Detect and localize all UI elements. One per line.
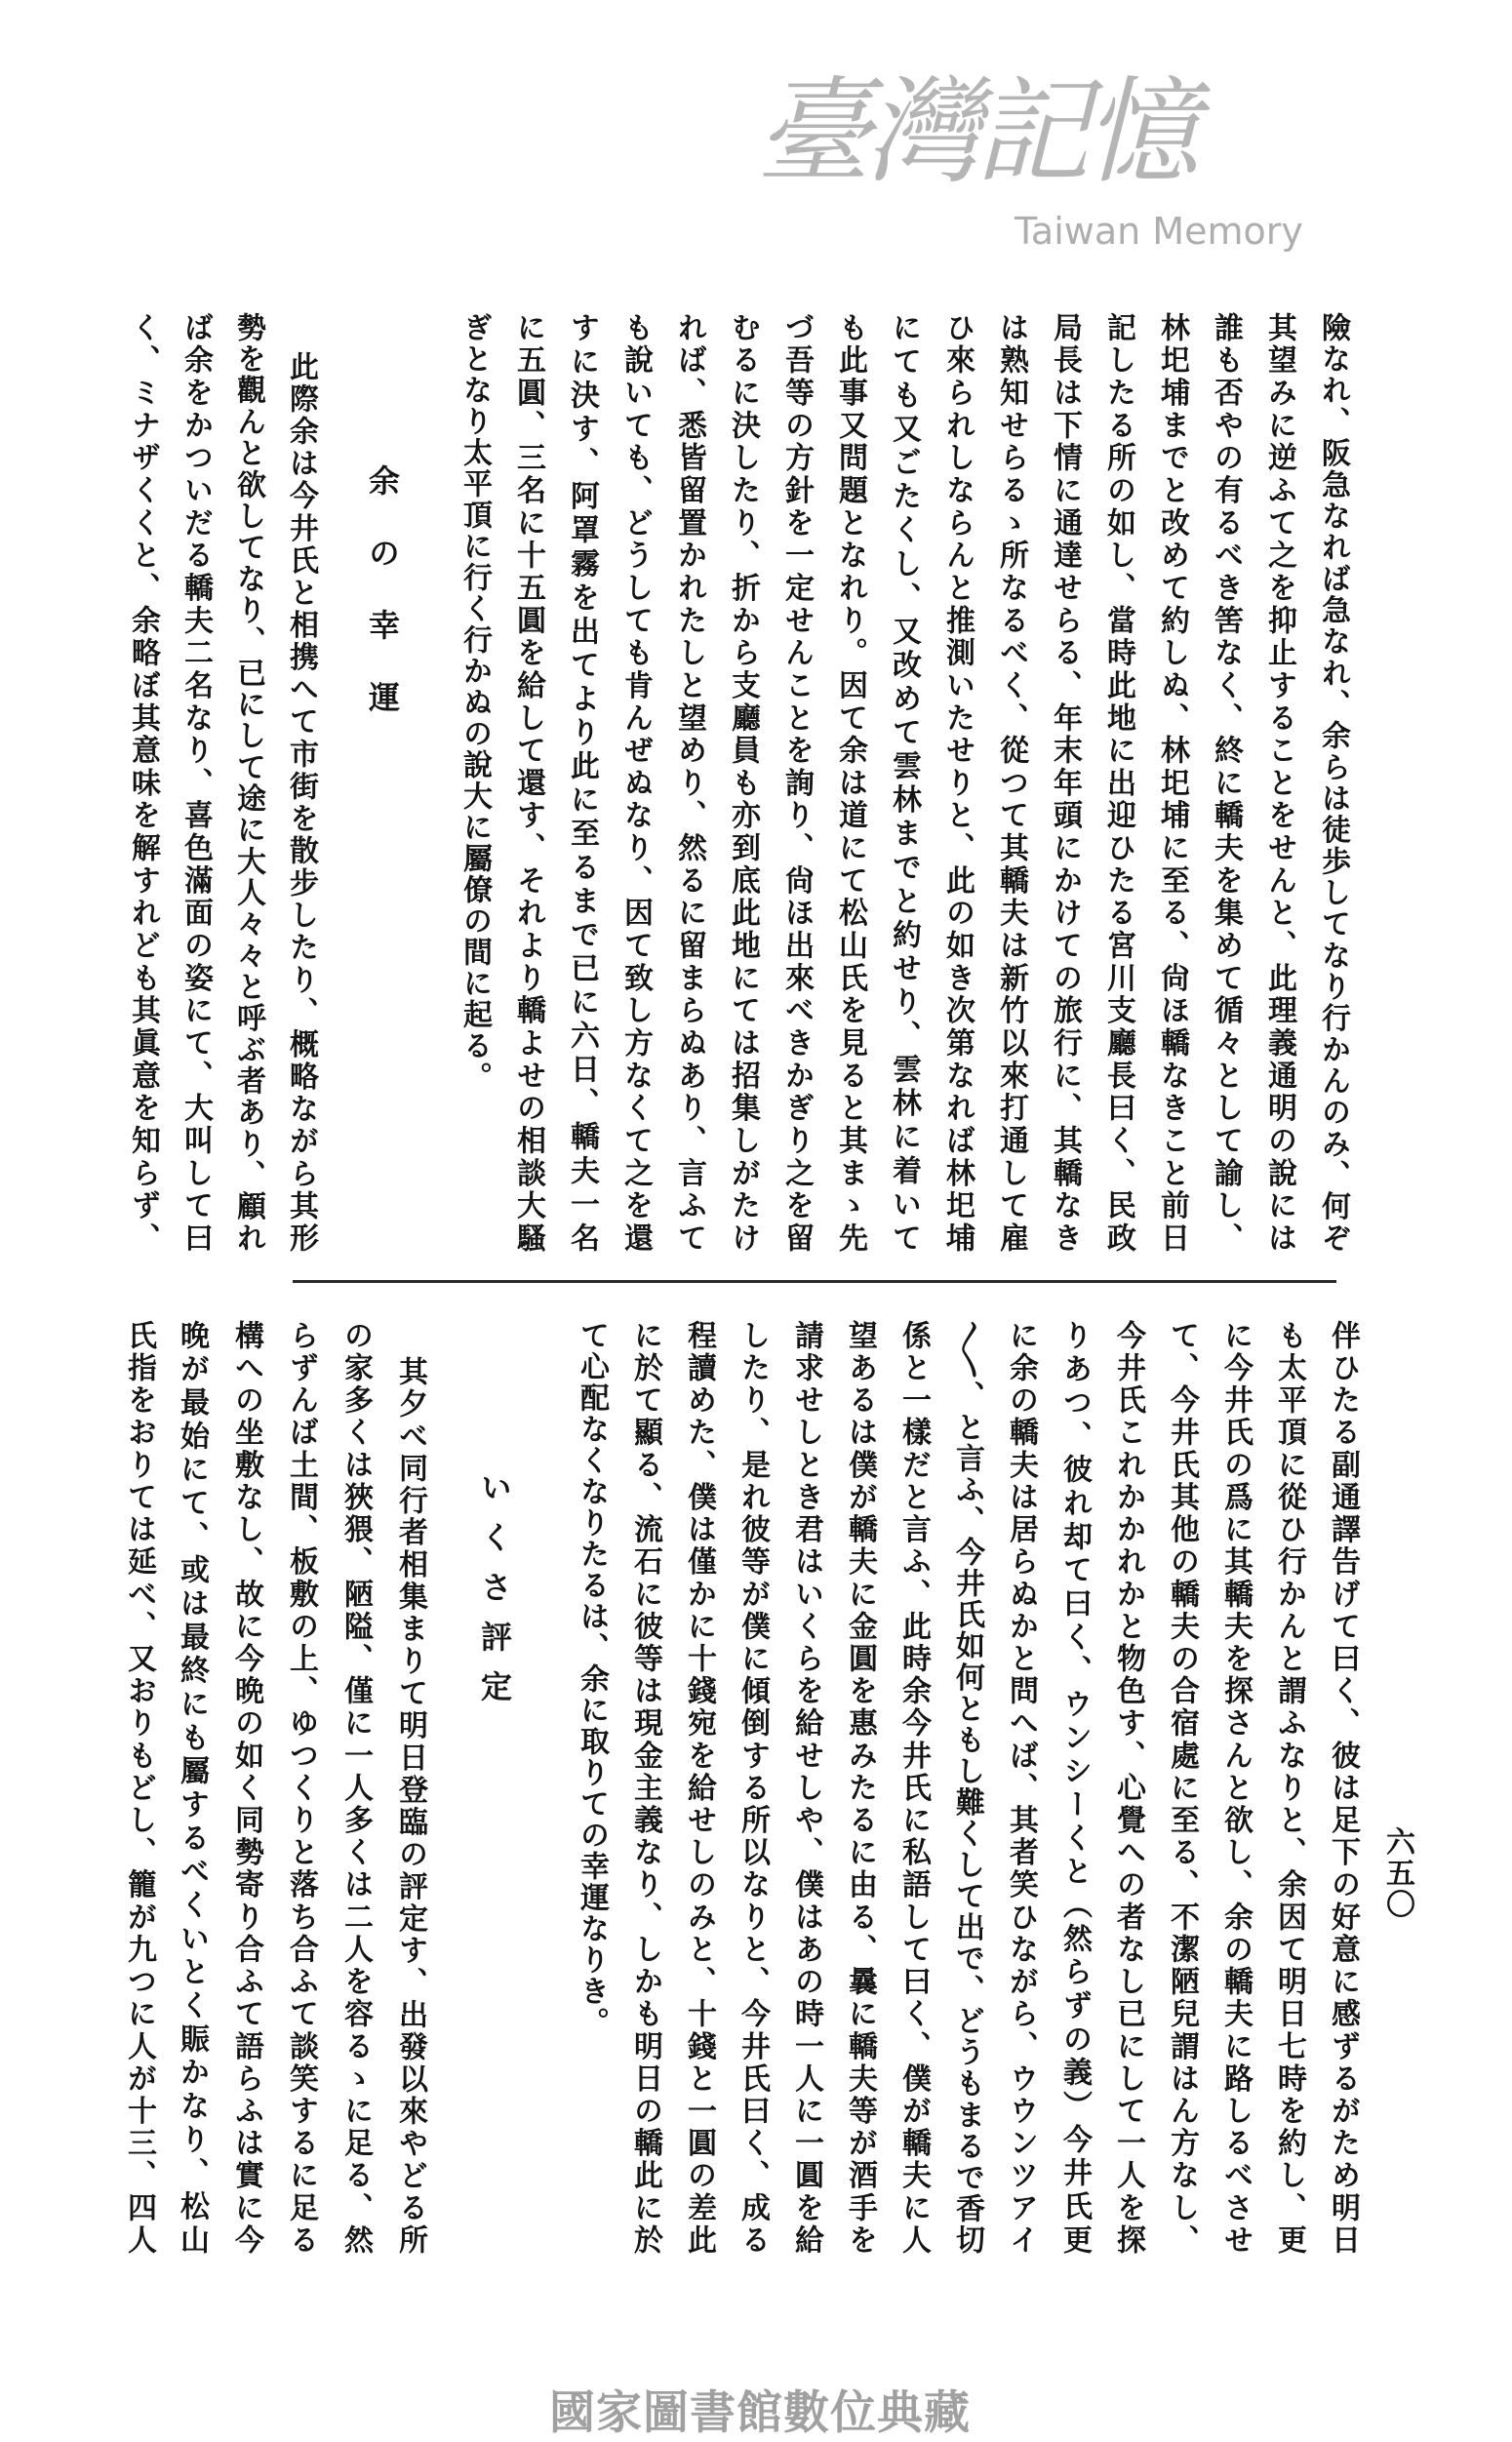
upper-text-column: 其望みに逆ふて之を抑止することをせんと、此理義通明の說には: [1262, 312, 1296, 1252]
upper-text-column: れば、悉皆留置かれたしと望めり、然るに留まらぬあり、言ふて: [672, 312, 706, 1252]
lower-text-column: 今井氏これかかれかと物色す、心覺への者なし已にして一人を探: [1111, 1320, 1145, 2254]
upper-text-column: むるに決したり、折から支廳員も亦到底此地にては招集しがたけ: [726, 312, 760, 1252]
upper-text-column: ば余をかついだる轎夫二名なり、喜色滿面の姿にて、大叫して曰: [179, 312, 213, 1252]
upper-text-column: 此際余は今井氏と相携へて市街を散步したり、概略ながら其形: [284, 351, 318, 1253]
lower-text-column: て心配なくなりたるは、余に取りての幸運なりき。: [575, 1320, 609, 2038]
section-heading-yo-no-koun: 余の幸運: [364, 464, 401, 753]
upper-text-column: 林圯埔までと改めて約しぬ、林圯埔に至る、尙ほ轎なきこと前日: [1155, 312, 1189, 1252]
upper-text-column: は熟知せらるゝ所なるべく、從つて其轎夫は新竹以來打通して雇: [994, 312, 1028, 1252]
upper-text-column: 險なれ、阪急なれば急なれ、余らは徒歩してなり行かんのみ、何ぞ: [1316, 312, 1350, 1253]
lower-text-column: 晚が最始にて、或は最終にも屬するべくいとく賑かなり、松山: [175, 1320, 209, 2254]
upper-text-column: づ吾等の方針を一定せんことを詢り、尙ほ出來べきかぎり之を留: [779, 312, 814, 1252]
lower-text-column: 望あるは僕が轎夫に金圓を惠みたるに由る、曩に轎夫等が酒手を: [843, 1320, 877, 2254]
section-divider: [293, 1280, 1336, 1283]
page-number: 六五〇: [1380, 1826, 1414, 1920]
upper-text-column: 記したる所の如し、當時此地に出迎ひたる宮川支廳長曰く、民政: [1101, 312, 1135, 1252]
lower-text-column: 〱、と言ふ、今井氏如何ともし難くして出で、どうもまるで香切: [950, 1320, 984, 2254]
lower-text-column: 構への坐敷なし、故に今晩の如く同勢寄り合ふて語らふは實に今: [229, 1320, 263, 2254]
upper-text-column: に五圓、三名に十五圓を給して還す、それより轎よせの相談大騷: [511, 312, 545, 1253]
lower-text-column: に余の轎夫は居らぬかと問へば、其者笑ひながら、ウウンツアイ: [1004, 1320, 1038, 2254]
watermark-logo: 臺灣記憶: [756, 64, 1194, 199]
lower-text-column: も太平頂に從ひ行かんと謂ふなりと、余因て明日七時を約し、更: [1272, 1320, 1306, 2254]
section-heading-ikusa-hyoujou: いくさ評定: [476, 1471, 513, 1720]
lower-text-column: りあつ、彼れ却て曰く、ウンシーくと（然らずの義）今井氏更: [1057, 1320, 1092, 2254]
lower-text-column: 程讀めた、僕は僅かに十錢宛を給せしのみと、十錢と一圓の差此: [682, 1320, 716, 2254]
watermark-logo-english: Taiwan Memory: [1015, 210, 1303, 253]
upper-text-column: ぎとなり太平頂に行く行かぬの說大に屬僚の間に起る。: [458, 312, 492, 1093]
upper-text-column: 誰も否やの有るべき筈なく、終に轎夫を集めて循々として諭し、: [1209, 312, 1243, 1252]
upper-text-column: 局長は下情に通達せらる、年末年頭にかけての旅行に、其轎なき: [1048, 312, 1082, 1252]
lower-text-column: 請求せしとき君はいくらを給せしや、僕はあの時一人に一圓を給: [789, 1320, 823, 2254]
footer-library-credit: 國家圖書館數位典藏: [549, 2386, 971, 2440]
lower-text-column: に今井氏の爲に其轎夫を探さんと欲し、余の轎夫に路しるべさせ: [1218, 1320, 1253, 2254]
upper-text-column: も此事又問題となれり。因て余は道にて松山氏を見ると其まゝ先: [833, 312, 867, 1252]
upper-text-column: 勢を觀んと欲してなり、已にして途に大人々々と呼ぶ者あり、顧れ: [231, 312, 265, 1253]
lower-text-column: の家多くは狹猥、陋隘、僅に一人多くは二人を容るゝに足る、然: [338, 1320, 373, 2254]
lower-text-column: らずんば土間、板敷の上、ゆつくりと落ち合ふて談笑するに足る: [284, 1320, 318, 2254]
upper-text-column: ひ來られしならんと推測いたせりと、此の如き次第なれば林圯埔: [940, 312, 975, 1252]
lower-text-column: 氏指をおりては延べ、又おりもどし、籠が九つに人が十三、四人: [122, 1320, 156, 2254]
upper-text-column: く、ミナザくくと、余略ぼ其意味を解すれども其眞意を知らず、: [126, 312, 160, 1252]
lower-text-column: 其夕べ同行者相集まりて明日登臨の評定す、出發以來やどる所: [393, 1356, 427, 2254]
lower-text-column: したり、是れ彼等が僕に傾倒する所以なりと、今井氏曰く、成る: [736, 1320, 770, 2254]
lower-text-column: 係と一樣だと言ふ、此時余今井氏に私語して曰く、僕が轎夫に人: [896, 1320, 931, 2254]
upper-text-column: も說いても、どうしても肯んぜぬなり、因て致し方なくて之を還: [618, 312, 653, 1252]
lower-text-column: 伴ひたる副通譯告げて曰く、彼は足下の好意に感ずるがため明日: [1326, 1320, 1360, 2254]
upper-text-column: にても又ごたくし、又改めて雲林までと約せり、雲林に着いて: [887, 312, 921, 1252]
upper-text-column: すに決す、阿罩霧を出てより此に至るまで已に六日、轎夫一名: [565, 312, 599, 1252]
lower-text-column: に於て顯る、流石に彼等は現金主義なり、しかも明日の轎此に於: [628, 1320, 662, 2254]
lower-text-column: て、今井氏其他の轎夫の合宿處に至る、不潔陋兒謂はん方なし、: [1165, 1320, 1199, 2254]
